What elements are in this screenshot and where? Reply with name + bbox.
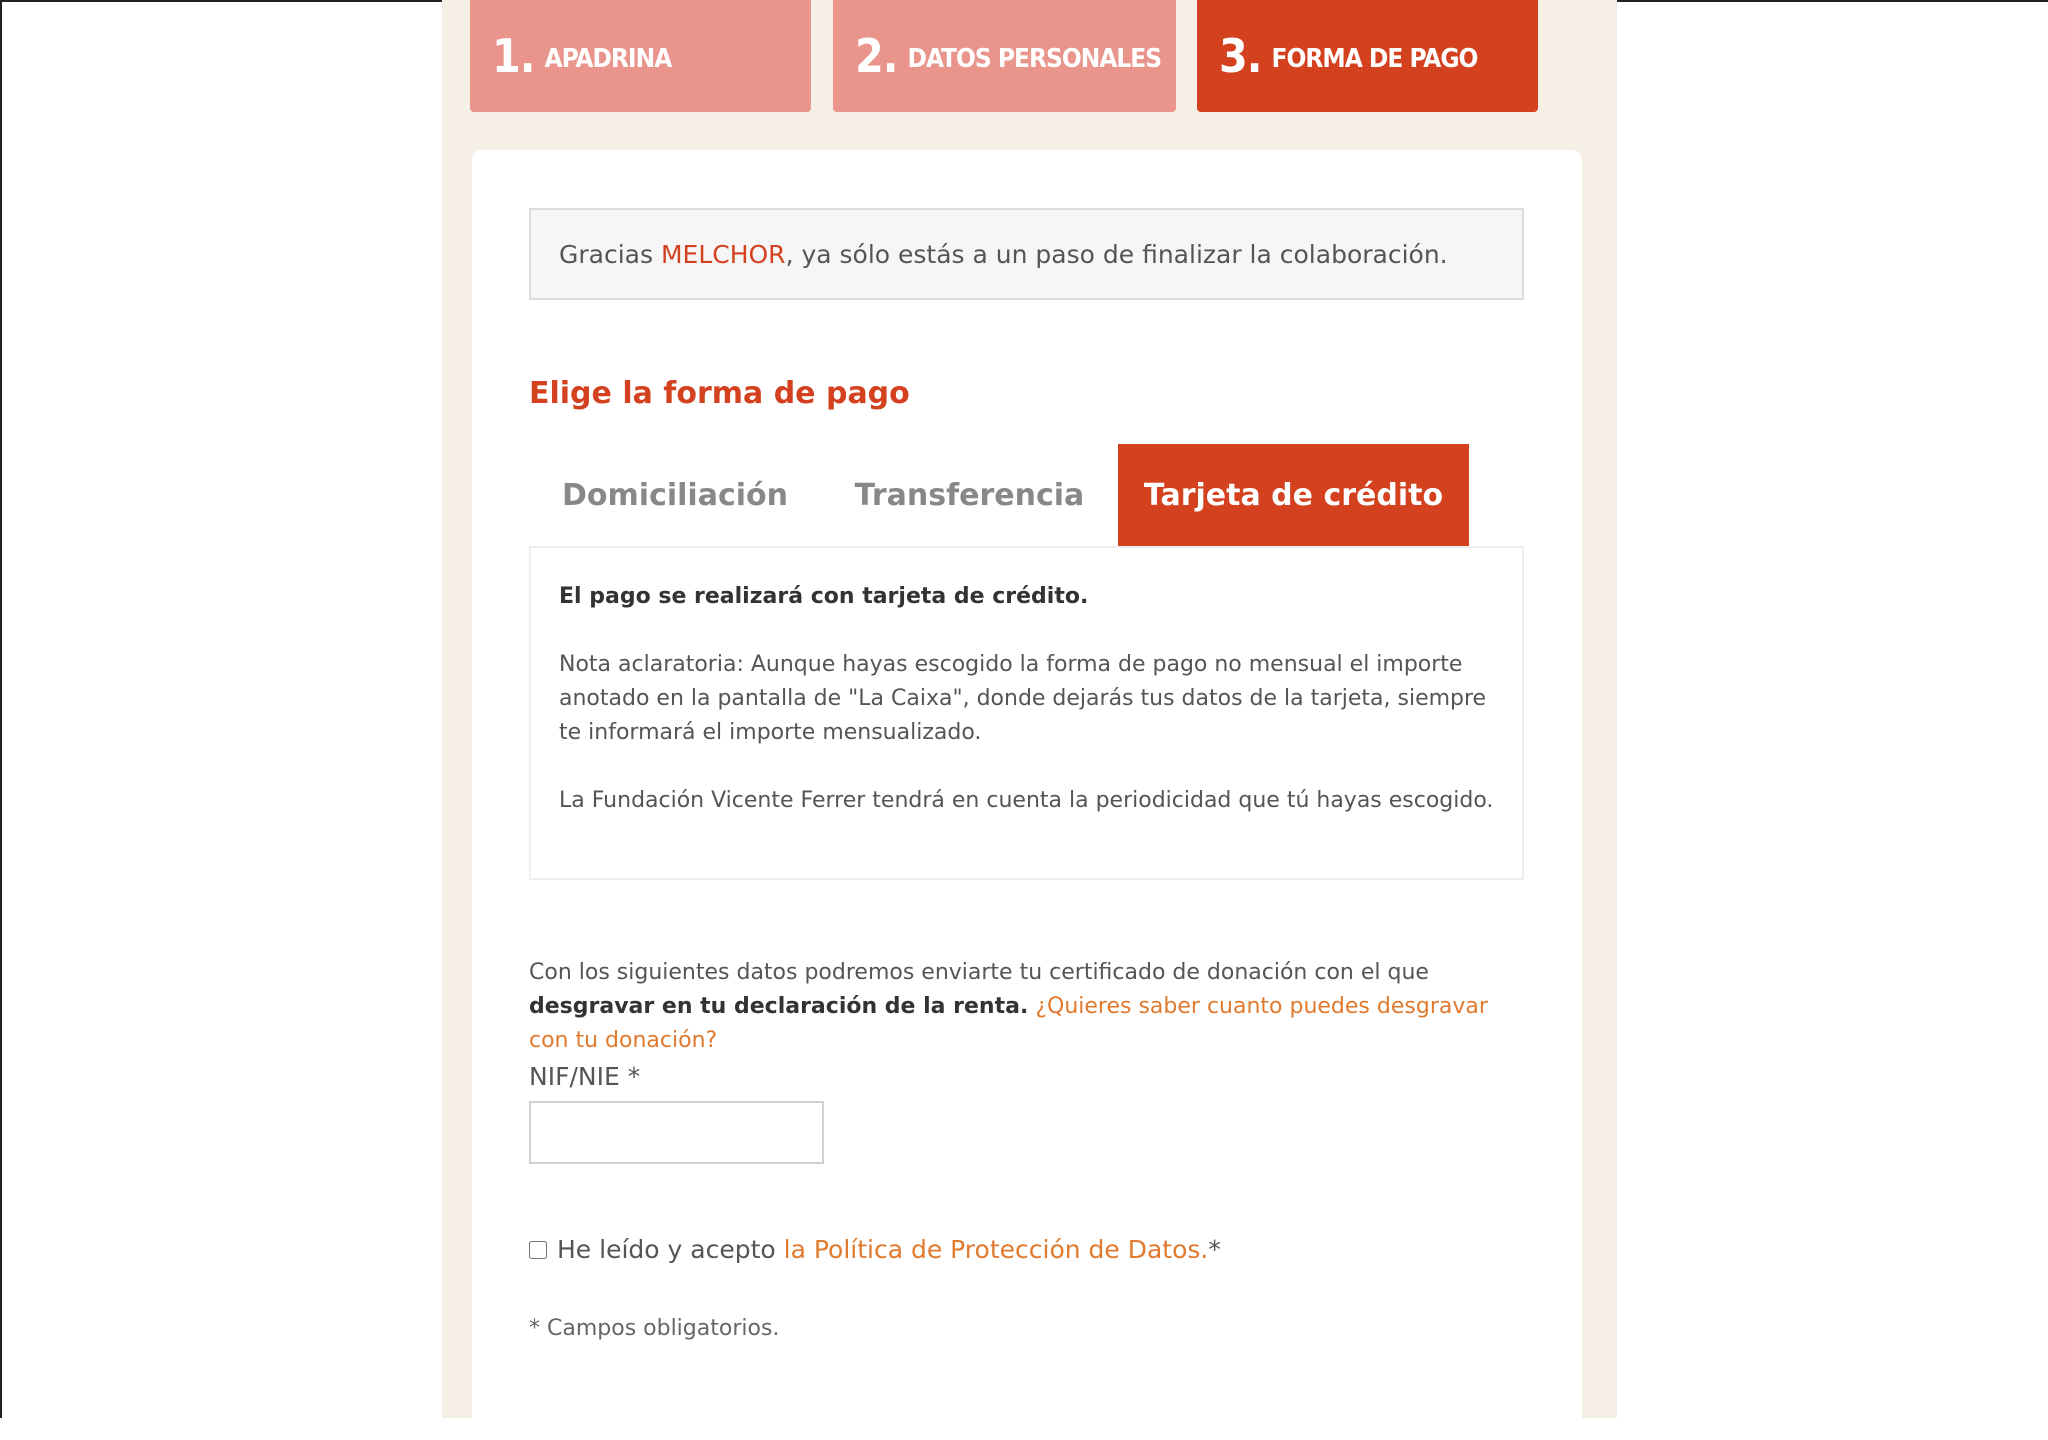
- tax-deduction-link[interactable]: ¿Quieres saber cuanto puedes desgravar con tu donación?: [529, 994, 1488, 1053]
- step-label: APADRINA: [544, 44, 672, 74]
- nif-input[interactable]: [529, 1101, 824, 1164]
- tab-tarjeta-de-credito[interactable]: Tarjeta de crédito: [1118, 444, 1469, 546]
- required-fields-note: * Campos obligatorios.: [529, 1316, 780, 1341]
- consent-prefix: He leído y acepto: [557, 1235, 784, 1264]
- privacy-policy-link[interactable]: la Política de Protección de Datos.: [783, 1235, 1209, 1264]
- consent-checkbox[interactable]: [529, 1241, 547, 1259]
- consent-row: [529, 1235, 1221, 1264]
- window-top-edge-right: [1617, 0, 2048, 2]
- step-label: FORMA DE PAGO: [1271, 44, 1478, 74]
- thanks-prefix: Gracias: [559, 239, 661, 269]
- donor-name: MELCHOR: [660, 239, 786, 269]
- step-label: DATOS PERSONALES: [907, 44, 1162, 74]
- payment-panel: [529, 546, 1524, 880]
- tab-transferencia[interactable]: Transferencia: [854, 477, 1085, 513]
- panel-headline: El pago se realizará con tarjeta de crédito.: [559, 584, 1089, 609]
- thanks-message: [529, 208, 1524, 300]
- nif-label: NIF/NIE *: [529, 1062, 641, 1091]
- tax-info: [529, 956, 1529, 1058]
- step-number: 3.: [1219, 29, 1262, 83]
- payment-section-title: Elige la forma de pago: [529, 376, 910, 411]
- tax-text: Con los siguientes datos podremos enviarte tu certificado de donación con el que: [529, 960, 1429, 985]
- window-left-edge: [0, 0, 2, 1418]
- step-datos-personales[interactable]: [833, 0, 1176, 112]
- step-number: 2.: [855, 29, 898, 83]
- tax-strong-text: desgravar en tu declaración de la renta.: [529, 994, 1029, 1019]
- step-forma-de-pago[interactable]: [1197, 0, 1538, 112]
- tab-domiciliacion[interactable]: Domiciliación: [562, 477, 788, 513]
- thanks-suffix: , ya sólo estás a un paso de finalizar la colaboración.: [785, 239, 1448, 269]
- window-top-edge-left: [0, 0, 442, 2]
- panel-periodicity: La Fundación Vicente Ferrer tendrá en cuenta la periodicidad que tú hayas escogido.: [559, 788, 1494, 813]
- panel-note: Nota aclaratoria: Aunque hayas escogido la forma de pago no mensual el importe anotado en la pantalla de "La Caixa", donde dejarás tus datos de la tarjeta, siempre te informará el importe mensualizado.: [559, 652, 1487, 745]
- consent-required-mark: *: [1208, 1235, 1221, 1264]
- step-number: 1.: [492, 29, 535, 83]
- step-apadrina[interactable]: [470, 0, 811, 112]
